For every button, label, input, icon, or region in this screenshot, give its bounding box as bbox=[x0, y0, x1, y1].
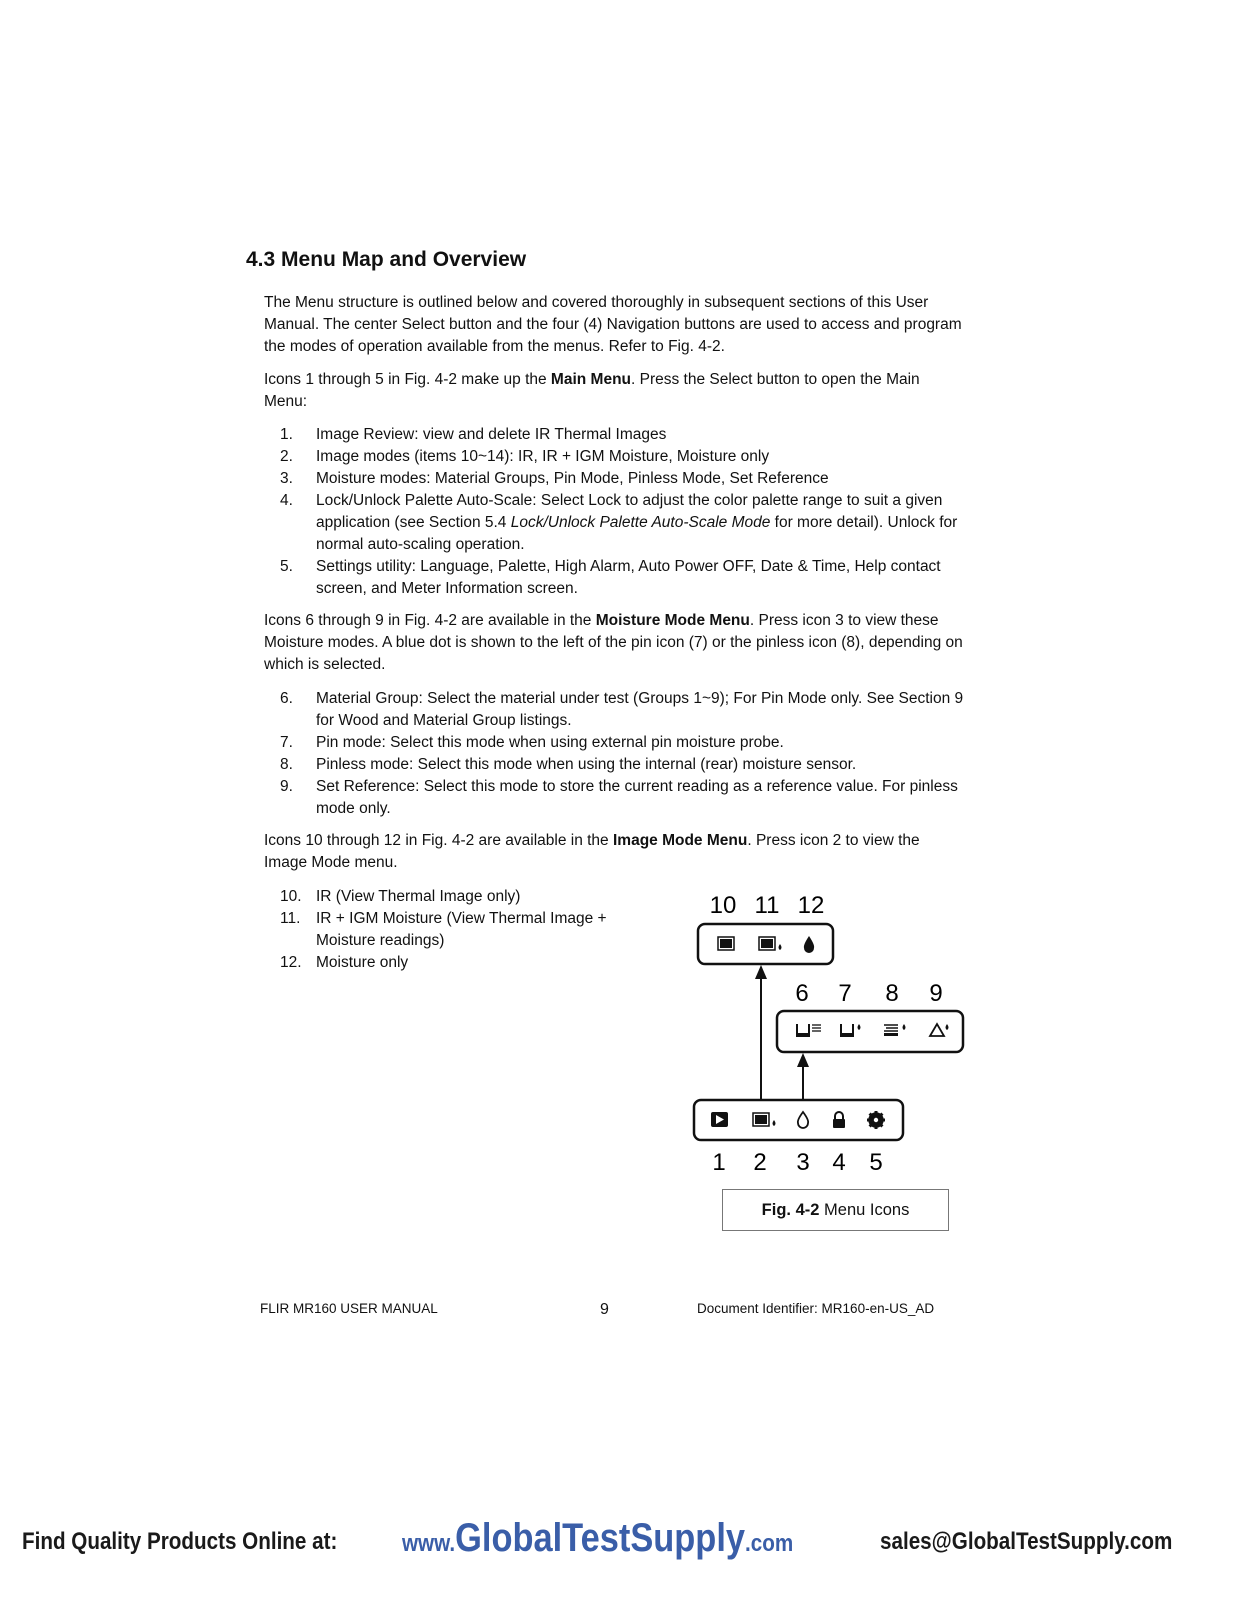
list-item bbox=[280, 688, 970, 732]
figure-number: 9 bbox=[929, 980, 943, 1007]
image-menu-intro bbox=[264, 830, 964, 874]
figure-number: 6 bbox=[795, 980, 809, 1007]
item-number: 6. bbox=[280, 690, 293, 707]
list-item bbox=[280, 732, 970, 754]
figure-number: 8 bbox=[885, 980, 899, 1007]
banner-website-link[interactable] bbox=[402, 1516, 793, 1561]
page-number: 9 bbox=[600, 1301, 609, 1318]
footer-manual-title: FLIR MR160 USER MANUAL bbox=[260, 1301, 438, 1316]
item-text: Moisture only bbox=[316, 954, 409, 971]
moisture-menu-intro-after: . Press icon 3 to view these Moisture modes. A blue dot is shown to the left of the pin icon (7) or the pinless icon (8), depending on which is selected. bbox=[264, 612, 963, 673]
item-number: 5. bbox=[280, 558, 293, 575]
list-item bbox=[280, 468, 970, 490]
item-number: 12. bbox=[280, 954, 302, 971]
moisture-menu-intro bbox=[264, 610, 964, 676]
moisture-menu-list bbox=[280, 688, 970, 820]
banner-www: www. bbox=[402, 1530, 456, 1557]
banner-tagline: Find Quality Products Online at: bbox=[22, 1528, 338, 1555]
item-text bbox=[316, 490, 970, 556]
item-text-after: for more detail). Unlock for normal auto-scaling operation. bbox=[316, 514, 958, 553]
item-number: 8. bbox=[280, 756, 293, 773]
item-text: Settings utility: Language, Palette, High Alarm, Auto Power OFF, Date & Time, Help contact screen, and Meter Information screen. bbox=[316, 558, 941, 597]
item-number: 10. bbox=[280, 888, 302, 905]
main-menu-intro-before: Icons 1 through 5 in Fig. 4-2 make up the bbox=[264, 371, 551, 388]
list-item bbox=[280, 952, 630, 974]
item-number: 4. bbox=[280, 492, 293, 509]
item-text: IR + IGM Moisture (View Thermal Image + Moisture readings) bbox=[316, 910, 607, 949]
figure-number: 12 bbox=[797, 892, 825, 919]
list-item bbox=[280, 754, 970, 776]
image-menu-label: Image Mode Menu bbox=[612, 832, 748, 849]
main-menu-label: Main Menu bbox=[550, 371, 632, 388]
intro-paragraph: The Menu structure is outlined below and covered thoroughly in subsequent sections of this User Manual. The center Select button and the four (4) Navigation buttons are used to access and program the modes of operation available from the menus. Refer to Fig. 4-2. bbox=[264, 294, 962, 355]
image-menu-intro-after: . Press icon 2 to view the Image Mode menu. bbox=[264, 832, 920, 871]
image-menu-intro-before: Icons 10 through 12 in Fig. 4-2 are available in the bbox=[264, 832, 613, 849]
list-item bbox=[280, 556, 970, 600]
list-item bbox=[280, 446, 970, 468]
figure-number: 11 bbox=[754, 892, 780, 919]
item-text: Moisture modes: Material Groups, Pin Mode, Pinless Mode, Set Reference bbox=[316, 470, 829, 487]
image-menu-list bbox=[280, 886, 630, 974]
item-number: 2. bbox=[280, 448, 293, 465]
item-number: 3. bbox=[280, 470, 293, 487]
figure-number: 3 bbox=[796, 1149, 810, 1176]
moisture-mode-menu-box bbox=[777, 1011, 963, 1052]
figure-number: 10 bbox=[709, 892, 737, 919]
item-number: 7. bbox=[280, 734, 293, 751]
section-title: 4.3 Menu Map and Overview bbox=[246, 248, 527, 271]
list-item bbox=[280, 424, 970, 446]
figure-number: 4 bbox=[832, 1149, 846, 1176]
play-review-icon bbox=[711, 1112, 728, 1127]
main-menu-intro bbox=[264, 369, 964, 413]
item-text: Set Reference: Select this mode to store the current reading as a reference value. For pinless mode only. bbox=[316, 778, 958, 817]
list-item bbox=[280, 490, 970, 556]
item-number: 1. bbox=[280, 426, 293, 443]
item-number: 11. bbox=[280, 910, 301, 927]
list-item bbox=[280, 776, 970, 820]
banner-brand: GlobalTestSupply bbox=[455, 1516, 746, 1560]
gear-icon bbox=[867, 1111, 885, 1129]
main-menu-intro-after: . Press the Select button to open the Main Menu: bbox=[264, 371, 920, 410]
menu-icons-figure bbox=[690, 885, 970, 1185]
item-text: Pinless mode: Select this mode when using the internal (rear) moisture sensor. bbox=[316, 756, 857, 773]
item-text: Image Review: view and delete IR Thermal Images bbox=[316, 426, 667, 443]
figure-number: 1 bbox=[712, 1149, 726, 1176]
figure-caption bbox=[722, 1189, 949, 1231]
arrowhead bbox=[755, 965, 767, 979]
banner-email-link[interactable]: sales@GlobalTestSupply.com bbox=[880, 1528, 1173, 1555]
list-item bbox=[280, 886, 630, 908]
item-text: Image modes (items 10~14): IR, IR + IGM Moisture, Moisture only bbox=[316, 448, 770, 465]
figure-number: 5 bbox=[869, 1149, 883, 1176]
main-menu-list bbox=[280, 424, 970, 600]
item-number: 9. bbox=[280, 778, 293, 795]
item-text-before: Lock/Unlock Palette Auto-Scale: Select Lock to adjust the color palette range to suit a given application (see Section 5.4 bbox=[316, 492, 943, 531]
banner-com: .com bbox=[745, 1530, 794, 1557]
item-text: Pin mode: Select this mode when using external pin moisture probe. bbox=[316, 734, 784, 751]
figure-caption-label: Fig. 4-2 bbox=[761, 1200, 820, 1219]
figure-number: 2 bbox=[753, 1149, 767, 1176]
item-text: Material Group: Select the material under test (Groups 1~9); For Pin Mode only. See Section 9 for Wood and Material Group listings. bbox=[316, 690, 964, 729]
footer-document-id: Document Identifier: MR160-en-US_AD bbox=[697, 1301, 935, 1316]
moisture-menu-intro-before: Icons 6 through 9 in Fig. 4-2 are available in the bbox=[264, 612, 596, 629]
arrowhead bbox=[797, 1053, 809, 1067]
list-item bbox=[280, 908, 630, 952]
promo-banner bbox=[0, 1510, 1237, 1570]
item-text: IR (View Thermal Image only) bbox=[316, 888, 521, 905]
figure-number: 7 bbox=[838, 980, 852, 1007]
item-text-italic: Lock/Unlock Palette Auto-Scale Mode bbox=[510, 514, 771, 531]
moisture-menu-label: Moisture Mode Menu bbox=[595, 612, 750, 629]
figure-caption-text: Menu Icons bbox=[819, 1200, 910, 1219]
